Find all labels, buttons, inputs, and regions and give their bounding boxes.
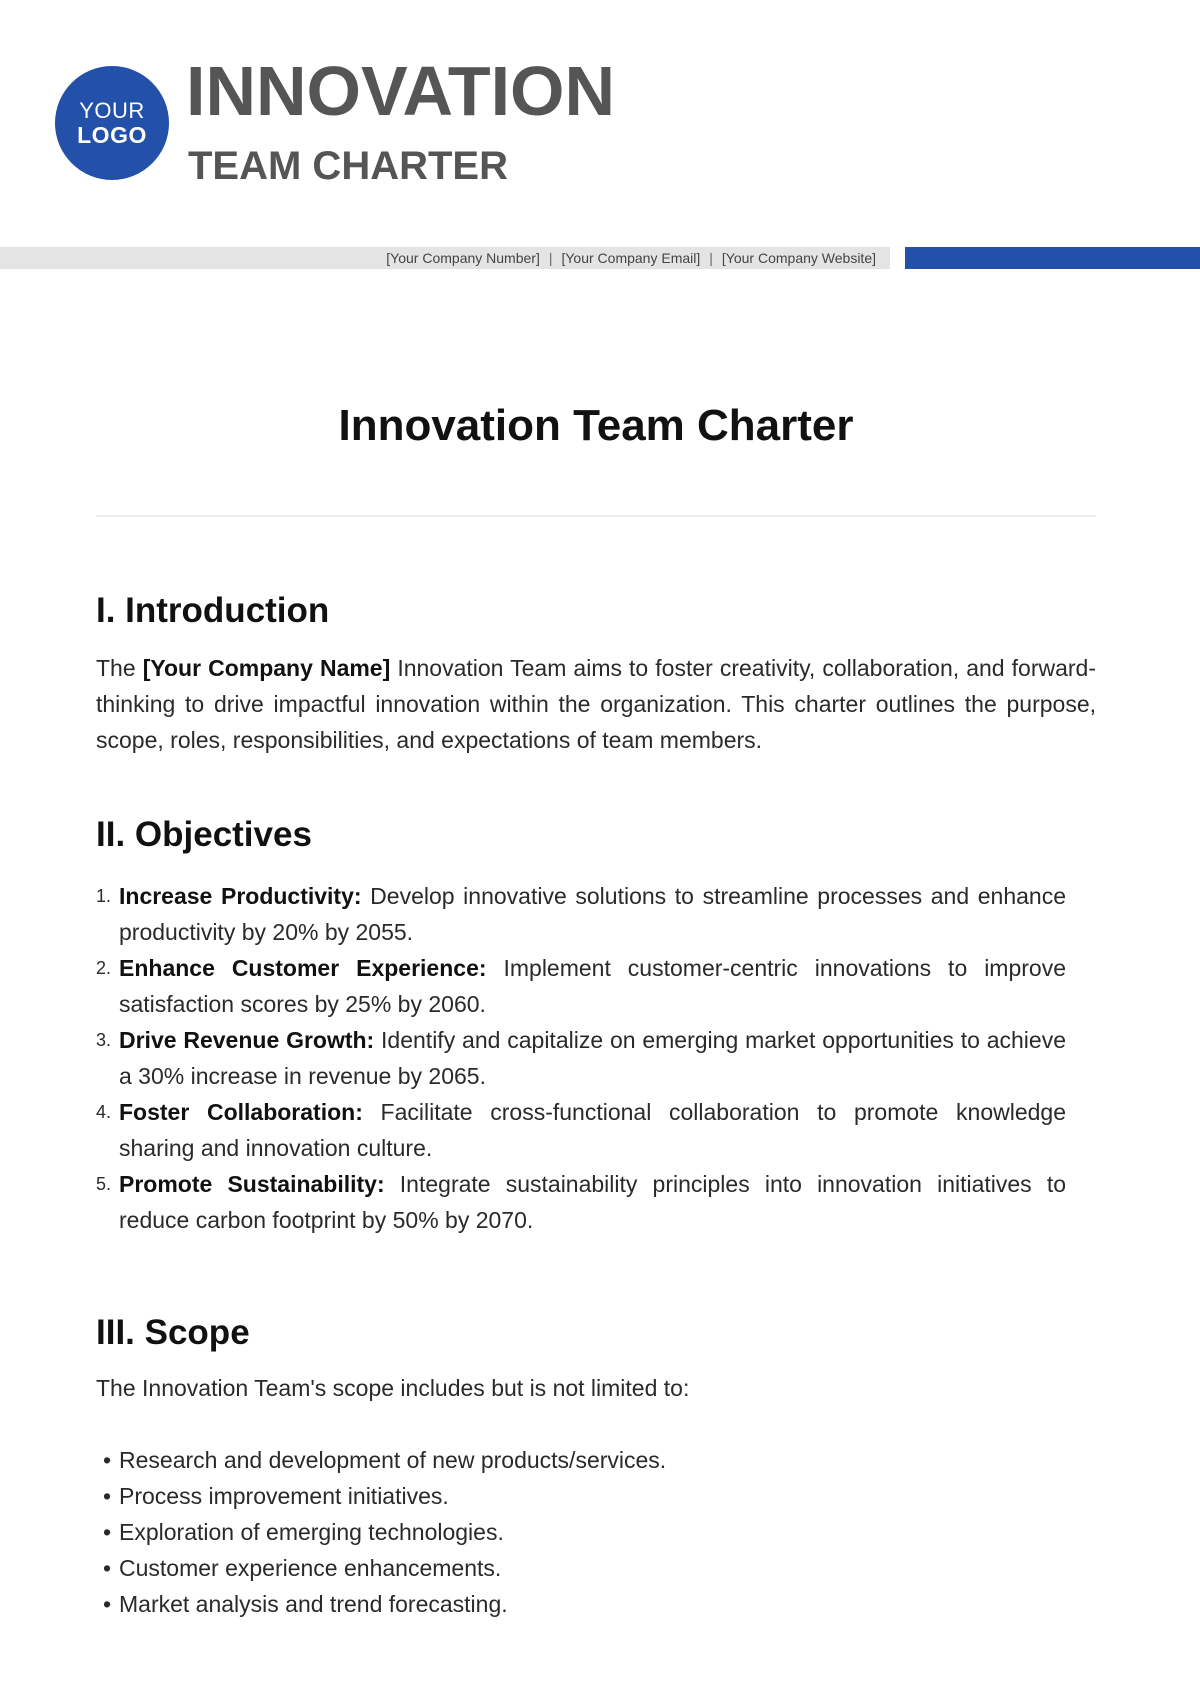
scope-intro: The Innovation Team's scope includes but is not limited to: (96, 1374, 690, 1401)
logo-text-your: YOUR (79, 97, 145, 123)
logo-text-logo: LOGO (77, 121, 147, 148)
bullet-icon: • (103, 1554, 112, 1581)
objective-text: Facilitate cross-functional collaboration to promote knowledge sharing and innovation culture. (119, 1098, 1067, 1161)
objective-label: Promote Sustainability: (119, 1170, 385, 1197)
objective-label: Drive Revenue Growth: (119, 1026, 375, 1053)
company-name-placeholder: [Your Company Name] (142, 654, 391, 681)
objective-item (96, 1094, 1066, 1166)
scope-section (96, 1312, 1096, 1622)
scope-item-text: Process improvement initiatives. (119, 1482, 449, 1509)
objective-label: Increase Productivity: (119, 882, 362, 909)
bullet-icon: • (103, 1446, 112, 1473)
objective-label: Foster Collaboration: (119, 1098, 363, 1125)
scope-item (96, 1550, 1096, 1586)
objective-item (96, 1166, 1066, 1238)
accent-bar (905, 247, 1200, 269)
brand-title: INNOVATION (186, 52, 616, 130)
title-divider (96, 515, 1096, 517)
objectives-list (96, 878, 1066, 1238)
company-website: [Your Company Website] (721, 250, 876, 266)
scope-item (96, 1442, 1096, 1478)
scope-item (96, 1478, 1096, 1514)
objective-text: Integrate sustainability principles into innovation initiatives to reduce carbon footprint by 50% by 2070. (119, 1170, 1066, 1233)
objectives-heading: II. Objectives (96, 814, 312, 854)
bullet-icon: • (103, 1482, 112, 1509)
document-body (96, 400, 1096, 1622)
scope-item-text: Exploration of emerging technologies. (119, 1518, 504, 1545)
objective-item (96, 1022, 1066, 1094)
objective-number: 5. (96, 1173, 112, 1194)
bullet-icon: • (103, 1590, 112, 1617)
objective-item (96, 878, 1066, 950)
company-number: [Your Company Number] (386, 250, 540, 266)
objective-label: Enhance Customer Experience: (119, 954, 487, 981)
scope-item (96, 1586, 1096, 1622)
scope-item-text: Research and development of new products/services. (119, 1446, 667, 1473)
contact-separator: | (709, 250, 713, 266)
objective-number: 3. (96, 1029, 112, 1050)
objective-item (96, 950, 1066, 1022)
company-logo (55, 66, 169, 180)
objective-text: Identify and capitalize on emerging market opportunities to achieve a 30% increase in revenue by 2065. (119, 1026, 1066, 1089)
document-title: Innovation Team Charter (338, 401, 854, 450)
company-email: [Your Company Email] (561, 250, 701, 266)
objective-number: 1. (96, 885, 112, 906)
objectives-section (96, 814, 1096, 1238)
introduction-paragraph (96, 650, 1096, 758)
contact-info (386, 250, 876, 266)
objective-text: Develop innovative solutions to streamline processes and enhance productivity by 20% by 2055. (119, 882, 1066, 945)
objective-text: Implement customer-centric innovations to improve satisfaction scores by 25% by 2060. (119, 954, 1066, 1017)
bullet-icon: • (103, 1518, 112, 1545)
scope-heading: III. Scope (96, 1312, 250, 1352)
document-header (0, 0, 1200, 280)
introduction-section (96, 590, 1096, 758)
brand-subtitle: TEAM CHARTER (188, 144, 508, 188)
scope-list (96, 1442, 1096, 1622)
scope-item-text: Market analysis and trend forecasting. (119, 1590, 508, 1617)
objective-number: 2. (96, 957, 112, 978)
contact-separator: | (548, 250, 553, 266)
introduction-heading: I. Introduction (96, 590, 330, 630)
intro-body: Innovation Team aims to foster creativity, collaboration, and forward-thinking to drive impactful innovation within the organization. This charter outlines the purpose, scope, roles, responsibilities, and expectations of team members. (96, 654, 1097, 753)
objective-number: 4. (96, 1101, 112, 1122)
contact-bar (0, 247, 890, 269)
scope-item (96, 1514, 1096, 1550)
intro-prefix: The (96, 654, 143, 681)
scope-item-text: Customer experience enhancements. (119, 1554, 502, 1581)
